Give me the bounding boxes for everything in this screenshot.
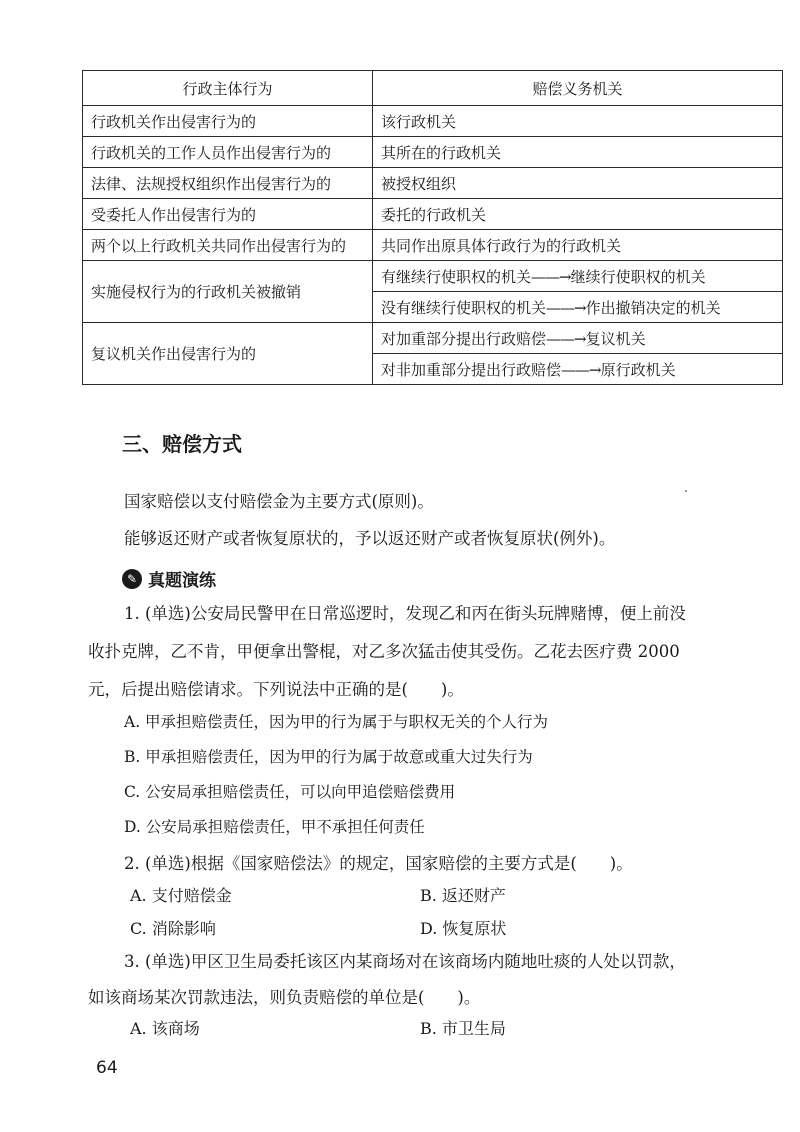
question-3-option-b: B. 市卫生局: [420, 1019, 506, 1038]
cell-from: 对加重部分提出行政赔偿: [381, 329, 547, 348]
table-header-cell: 赔偿义务机关: [373, 71, 783, 106]
question-1-option-b: B. 甲承担赔偿责任，因为甲的行为属于故意或重大过失行为: [124, 748, 533, 766]
page-number: 64: [96, 1058, 118, 1078]
table-cell: 行政机关作出侵害行为的: [83, 106, 373, 137]
question-1-line-3: 元，后提出赔偿请求。下列说法中正确的是( )。: [88, 680, 464, 699]
table-row: [83, 137, 783, 168]
table-cell: [373, 354, 783, 385]
liability-table: [82, 70, 783, 385]
table-cell: [373, 261, 783, 292]
question-1-line-1: 1. (单选)公安局民警甲在日常巡逻时，发现乙和丙在街头玩牌赌博，便上前没: [124, 604, 686, 623]
question-3-line-2: 如该商场某次罚款违法，则负责赔偿的单位是( )。: [88, 988, 481, 1007]
cell-to: 继续行使职权的机关: [570, 267, 706, 286]
table-cell: 委托的行政机关: [373, 199, 783, 230]
cell-from: 没有继续行使职权的机关: [381, 298, 547, 317]
pencil-icon: ✎: [122, 569, 142, 589]
question-3-option-a: A. 该商场: [130, 1019, 200, 1038]
arrow-right-icon: ——→: [546, 298, 586, 317]
table-row: [83, 168, 783, 199]
table-row: [83, 261, 783, 292]
question-2-line-1: 2. (单选)根据《国家赔偿法》的规定，国家赔偿的主要方式是( )。: [124, 854, 633, 873]
table-row: [83, 230, 783, 261]
question-2-option-c: C. 消除影响: [130, 919, 216, 938]
table-cell: 该行政机关: [373, 106, 783, 137]
cell-to: 原行政机关: [600, 360, 676, 379]
arrow-right-icon: ——→: [531, 267, 571, 286]
table-cell: 法律、法规授权组织作出侵害行为的: [83, 168, 373, 199]
paragraph-exception: 能够返还财产或者恢复原状的，予以返还财产或者恢复原状(例外)。: [124, 529, 616, 548]
cell-to: 复议机关: [585, 329, 646, 348]
table-cell: 被授权组织: [373, 168, 783, 199]
question-2-option-b: B. 返还财产: [420, 886, 506, 905]
table-cell: 共同作出原具体行政行为的行政机关: [373, 230, 783, 261]
question-1-line-2: 收扑克牌，乙不肯，甲便拿出警棍，对乙多次猛击使其受伤。乙花去医疗费 2000: [88, 642, 680, 661]
question-1-option-d: D. 公安局承担赔偿责任，甲不承担任何责任: [124, 818, 425, 836]
cell-from: 有继续行使职权的机关: [381, 267, 532, 286]
table-cell: [373, 292, 783, 323]
table-row: [83, 106, 783, 137]
table-cell: 其所在的行政机关: [373, 137, 783, 168]
table-cell: 受委托人作出侵害行为的: [83, 199, 373, 230]
arrow-right-icon: ——→: [561, 360, 601, 379]
arrow-right-icon: ——→: [546, 329, 586, 348]
table-cell: 两个以上行政机关共同作出侵害行为的: [83, 230, 373, 261]
cell-to: 作出撤销决定的机关: [585, 298, 721, 317]
table-header-row: [83, 71, 783, 106]
table-row: [83, 199, 783, 230]
table-cell: 行政机关的工作人员作出侵害行为的: [83, 137, 373, 168]
scan-speck: [685, 490, 687, 492]
table-cell-merged: 复议机关作出侵害行为的: [83, 323, 373, 385]
question-3-line-1: 3. (单选)甲区卫生局委托该区内某商场对在该商场内随地吐痰的人处以罚款，: [124, 952, 686, 971]
table-cell-merged: 实施侵权行为的行政机关被撤销: [83, 261, 373, 323]
table-header-cell: 行政主体行为: [83, 71, 373, 106]
table-cell: [373, 323, 783, 354]
practice-title: 真题演练: [148, 571, 216, 591]
question-2-option-d: D. 恢复原状: [420, 919, 507, 938]
paragraph-principle: 国家赔偿以支付赔偿金为主要方式(原则)。: [124, 492, 434, 511]
section-title: 三、赔偿方式: [122, 432, 242, 456]
cell-from: 对非加重部分提出行政赔偿: [381, 360, 562, 379]
question-2-option-a: A. 支付赔偿金: [130, 886, 232, 905]
question-1-option-a: A. 甲承担赔偿责任，因为甲的行为属于与职权无关的个人行为: [124, 713, 549, 731]
table-row: [83, 323, 783, 354]
question-1-option-c: C. 公安局承担赔偿责任，可以向甲追偿赔偿费用: [124, 783, 456, 801]
practice-heading: [122, 566, 216, 591]
